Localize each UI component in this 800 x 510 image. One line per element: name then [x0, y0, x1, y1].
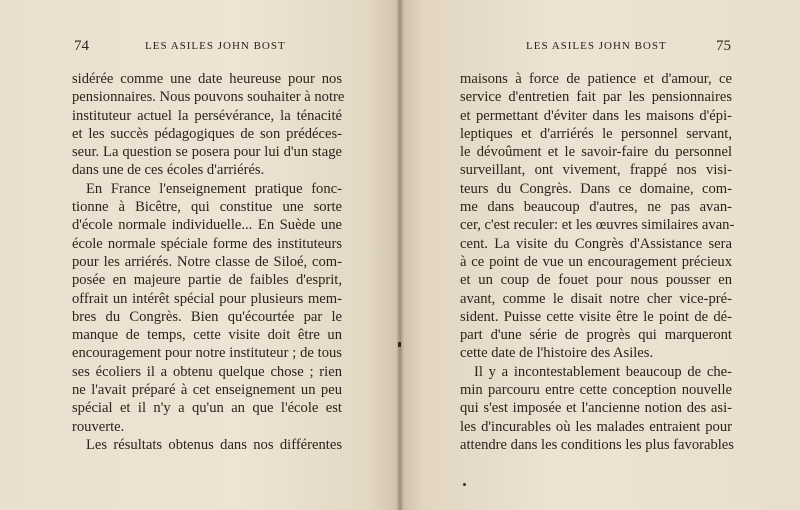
- text-line: me dans beaucoup d'autres, ne pas avan-: [460, 199, 732, 216]
- text-line: teurs du Congrès. Dans ce domaine, com-: [460, 180, 732, 197]
- text-line: posée en majeure partie de faibles d'esprit,: [72, 272, 342, 289]
- text-line: encouragement pour notre instituteur ; de tous: [72, 345, 342, 362]
- text-line: qui s'est imposée et l'ancienne notion des asi-: [460, 400, 732, 417]
- text-line: Les résultats obtenus dans nos différentes: [86, 436, 342, 453]
- text-line: service d'entretien fait par les pensionnaires: [460, 89, 732, 106]
- page-number: 75: [716, 38, 731, 54]
- text-line: sident. Puisse cette visite être le point de dé-: [460, 308, 732, 325]
- text-line: pensionnaires. Nous pouvons souhaiter à notre: [72, 89, 345, 106]
- text-line: maisons à force de patience et d'amour, ce: [460, 71, 732, 87]
- text-line: et un coup de fouet pour nous pousser en: [460, 272, 732, 289]
- text-line: cent. La visite du Congrès d'Assistance sera: [460, 235, 732, 252]
- text-line: école normale spéciale forme des instituteurs: [72, 235, 342, 252]
- text-line: d'école normale individuelle... En Suède une: [72, 217, 342, 234]
- text-line: attendre dans les conditions les plus favorables: [460, 436, 734, 453]
- body-text: [460, 70, 735, 454]
- text-line: part d'une série de progrès qui marqueront: [460, 327, 732, 344]
- text-line: bres du Congrès. Bien qu'écourtée par le: [72, 308, 342, 325]
- text-line: offrait un intérêt spécial pour plusieurs mem-: [72, 290, 342, 307]
- text-line: rouverte.: [72, 418, 125, 435]
- text-line: manque de temps, cette visite doit être un: [72, 327, 342, 344]
- text-line: spécial et il n'y a qu'un an que l'école est: [72, 400, 342, 417]
- right-page: [400, 0, 800, 510]
- text-line: les d'incurables où les malades entraient pour: [460, 418, 732, 435]
- text-line: En France l'enseignement pratique fonc-: [86, 180, 342, 197]
- text-line: pour les arriérés. Notre classe de Siloé, com-: [72, 253, 342, 270]
- text-line: à ce point de vue un encouragement précieux: [460, 253, 732, 270]
- text-line: dans une de ces écoles d'arriérés.: [72, 162, 265, 179]
- binding-thread-mark: [398, 342, 401, 347]
- text-line: cer, c'est reculer: et les œuvres similaires avan-: [460, 217, 735, 234]
- paper-speck: [463, 483, 466, 486]
- text-line: et les succès pédagogiques de son prédéces-: [72, 125, 342, 142]
- text-line: avant, comme le disait notre cher vice-pré-: [460, 290, 732, 307]
- text-line: instituteur actuel la persévérance, la ténacité: [72, 107, 342, 124]
- text-line: tionne à Bicêtre, qui constitue une sorte: [72, 199, 342, 216]
- running-head: LES ASILES JOHN BOST: [145, 40, 286, 52]
- text-line: ne l'avait préparé à cet enseignement un peu: [72, 382, 342, 399]
- text-line: sidérée comme une date heureuse pour nos: [72, 71, 342, 87]
- running-head: LES ASILES JOHN BOST: [526, 40, 667, 52]
- text-line: cette date de l'histoire des Asiles.: [460, 345, 654, 362]
- text-line: le dévoûment et le savoir-faire du personnel: [460, 144, 732, 161]
- text-line: seur. La question se posera pour lui d'un stage: [72, 144, 342, 161]
- body-text: [72, 70, 345, 454]
- text-line: ses écoliers il a obtenu quelque chose ; rien: [72, 363, 342, 380]
- book-gutter: [396, 0, 404, 510]
- text-line: min parcouru entre cette conception nouvelle: [460, 382, 732, 399]
- page-number: 74: [74, 38, 89, 54]
- text-line: Il y a incontestablement beaucoup de che-: [474, 363, 732, 380]
- text-line: et permettant d'éviter dans les maisons d'épi-: [460, 107, 732, 124]
- text-line: surveillant, ont vivement, frappé nos visi-: [460, 162, 732, 179]
- text-line: leptiques et d'arriérés le personnel servant,: [460, 125, 732, 142]
